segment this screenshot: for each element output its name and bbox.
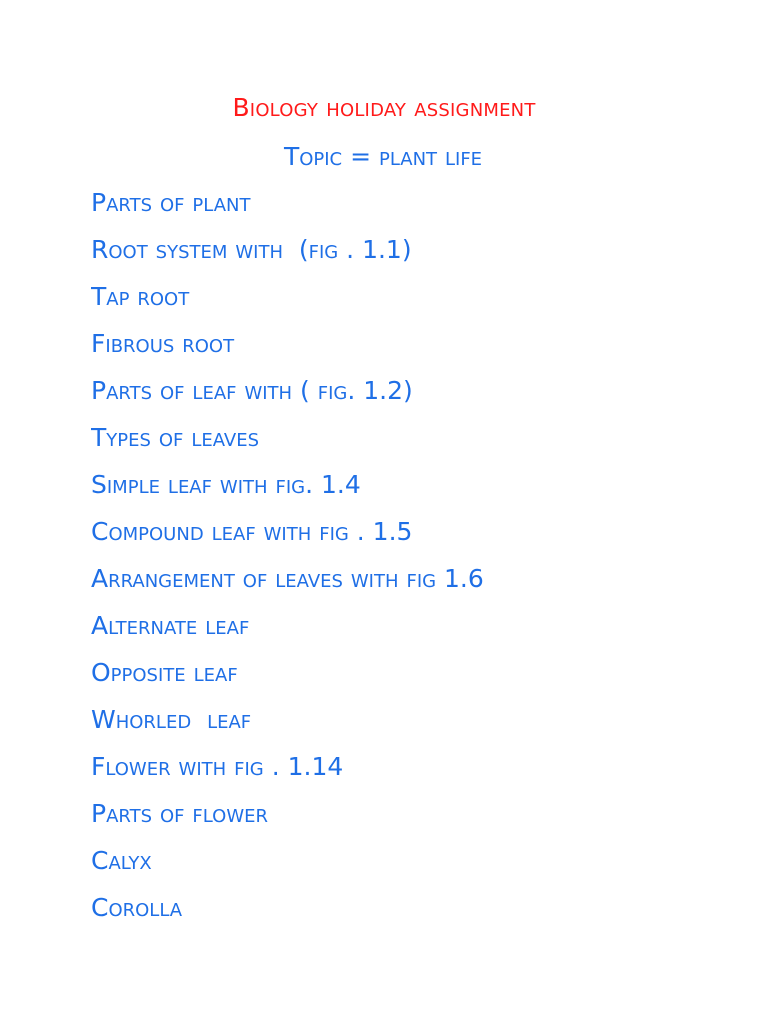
list-item: Parts of flower (91, 799, 269, 828)
list-item: Parts of plant (91, 188, 251, 217)
list-item: Compound leaf with fig . 1.5 (91, 517, 413, 546)
list-item: Alternate leaf (91, 611, 250, 640)
list-item: Parts of leaf with ( fig. 1.2) (91, 376, 413, 405)
list-item: Whorled leaf (91, 705, 252, 734)
list-item: Root system with (fig . 1.1) (91, 235, 412, 264)
list-item: Calyx (91, 846, 152, 875)
list-item: Tap root (91, 282, 190, 311)
document-title: Biology holiday assignment (232, 93, 536, 122)
list-item: Opposite leaf (91, 658, 238, 687)
list-item: Corolla (91, 893, 183, 922)
document-topic: Topic = plant life (283, 142, 483, 171)
list-item: Fibrous root (91, 329, 235, 358)
list-item: Flower with fig . 1.14 (91, 752, 344, 781)
list-item: Types of leaves (91, 423, 260, 452)
list-item: Arrangement of leaves with fig 1.6 (91, 564, 484, 593)
list-item: Simple leaf with fig. 1.4 (91, 470, 361, 499)
topic-list (91, 183, 731, 935)
